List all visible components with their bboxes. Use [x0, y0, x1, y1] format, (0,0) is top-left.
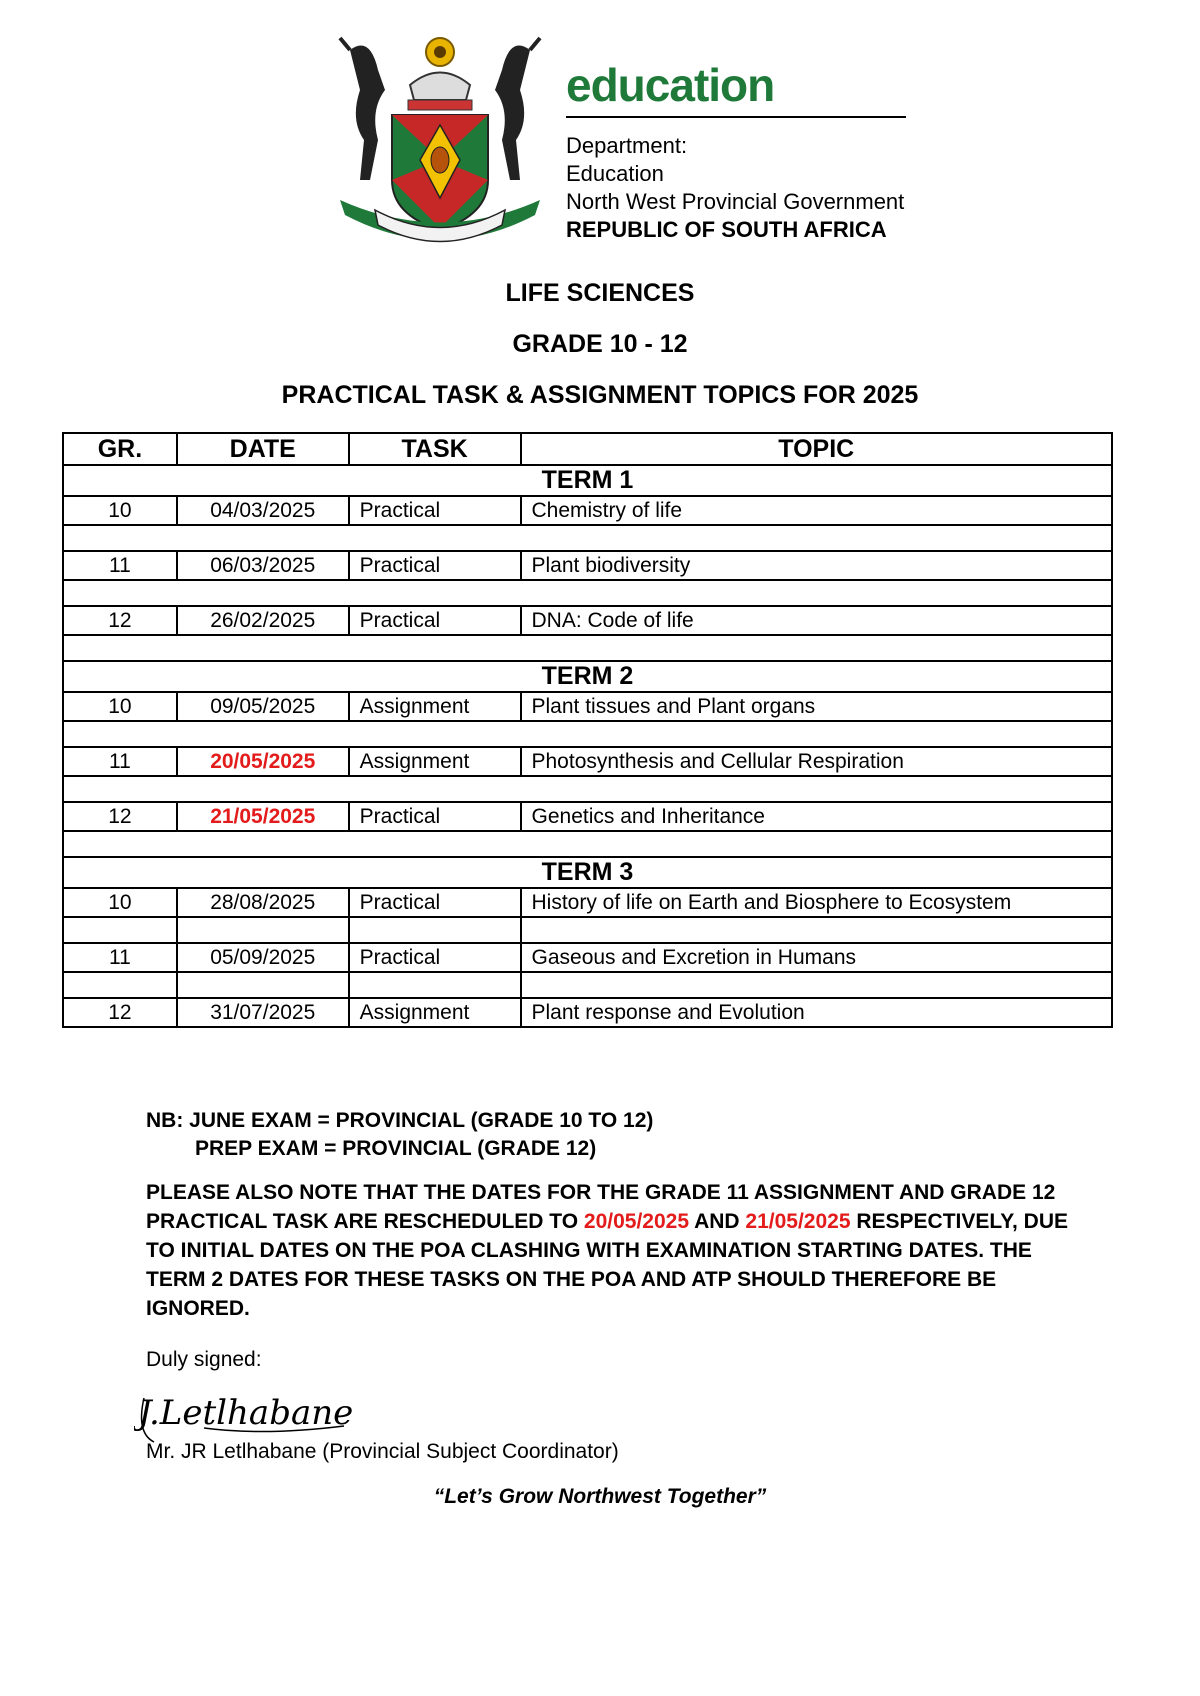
table-row [63, 692, 1112, 721]
empty-cell [349, 917, 521, 943]
col-header-date: DATE [177, 433, 349, 465]
reschedule-text-3: RESPECTIVELY, DUE TO INITIAL DATES ON THE POA CLASHING WITH EXAMINATION STARTING DATES. THE TERM 2 DATES FOR THESE TASKS ON THE POA AND ATP SHOULD THEREFORE BE IGNORED. [146, 1210, 1068, 1320]
grade-cell: 11 [63, 943, 177, 972]
spacer-row [63, 776, 1112, 802]
brand-name: education [566, 59, 775, 111]
date-cell: 28/08/2025 [177, 888, 349, 917]
grade-cell: 11 [63, 551, 177, 580]
term-label: TERM 2 [63, 661, 1112, 692]
table-row [63, 943, 1112, 972]
date-cell: 31/07/2025 [177, 998, 349, 1027]
signed-label: Duly signed: [146, 1348, 262, 1371]
table-row [63, 802, 1112, 831]
spacer-row [63, 721, 1112, 747]
brand-rule [566, 116, 906, 118]
spacer-row [63, 831, 1112, 857]
department-block [566, 58, 906, 244]
empty-cell [521, 972, 1113, 998]
task-cell: Assignment [349, 998, 521, 1027]
grade-cell: 12 [63, 802, 177, 831]
svg-text:J.Letlhabane: J.Letlhabane [138, 1393, 354, 1433]
topic-cell: Chemistry of life [521, 496, 1113, 525]
handwritten-signature [134, 1378, 374, 1448]
letterhead [330, 30, 930, 270]
empty-cell [63, 776, 1112, 802]
dept-line-4: REPUBLIC OF SOUTH AFRICA [566, 217, 887, 242]
grade-cell: 12 [63, 998, 177, 1027]
grade-cell: 12 [63, 606, 177, 635]
task-cell: Practical [349, 551, 521, 580]
table-row [63, 998, 1112, 1027]
empty-cell [177, 972, 349, 998]
empty-cell [177, 917, 349, 943]
document-titles [0, 278, 1200, 431]
col-header-topic: TOPIC [521, 433, 1113, 465]
date-cell: 06/03/2025 [177, 551, 349, 580]
term-row [63, 661, 1112, 692]
date-cell: 20/05/2025 [177, 747, 349, 776]
term-row [63, 465, 1112, 496]
exam-notes [146, 1107, 1066, 1163]
topic-cell: Genetics and Inheritance [521, 802, 1113, 831]
date-cell: 05/09/2025 [177, 943, 349, 972]
grade-range: GRADE 10 - 12 [512, 330, 688, 358]
task-cell: Practical [349, 888, 521, 917]
task-cell: Assignment [349, 692, 521, 721]
table-row [63, 496, 1112, 525]
col-header-grade: GR. [63, 433, 177, 465]
grade-cell: 11 [63, 747, 177, 776]
motto: “Let’s Grow Northwest Together” [433, 1485, 767, 1508]
table-row [63, 888, 1112, 917]
grade-cell: 10 [63, 888, 177, 917]
table-row [63, 551, 1112, 580]
term-label: TERM 1 [63, 465, 1112, 496]
reschedule-note [146, 1178, 1076, 1323]
document-heading: PRACTICAL TASK & ASSIGNMENT TOPICS FOR 2025 [281, 381, 919, 409]
empty-cell [63, 580, 1112, 606]
schedule-body [63, 465, 1112, 1027]
note-june-exam: NB: JUNE EXAM = PROVINCIAL (GRADE 10 TO 12) [146, 1109, 654, 1132]
schedule-table [62, 432, 1113, 1028]
topic-cell: Photosynthesis and Cellular Respiration [521, 747, 1113, 776]
term-label: TERM 3 [63, 857, 1112, 888]
date-cell: 21/05/2025 [177, 802, 349, 831]
task-cell: Practical [349, 943, 521, 972]
empty-cell [63, 635, 1112, 661]
table-row [63, 747, 1112, 776]
spacer-row [63, 917, 1112, 943]
date-cell: 09/05/2025 [177, 692, 349, 721]
empty-cell [349, 972, 521, 998]
grade-cell: 10 [63, 692, 177, 721]
topic-cell: History of life on Earth and Biosphere to Ecosystem [521, 888, 1113, 917]
spacer-row [63, 525, 1112, 551]
note-prep-exam: PREP EXAM = PROVINCIAL (GRADE 12) [195, 1137, 597, 1160]
term-row [63, 857, 1112, 888]
empty-cell [63, 525, 1112, 551]
topic-cell: Plant tissues and Plant organs [521, 692, 1113, 721]
dept-line-1: Department: [566, 133, 688, 158]
topic-cell: DNA: Code of life [521, 606, 1113, 635]
topic-cell: Gaseous and Excretion in Humans [521, 943, 1113, 972]
grade-cell: 10 [63, 496, 177, 525]
table-row [63, 606, 1112, 635]
dept-line-2: Education [566, 161, 664, 186]
table-header-row [63, 433, 1112, 465]
spacer-row [63, 635, 1112, 661]
empty-cell [63, 831, 1112, 857]
coat-of-arms-icon [330, 30, 550, 260]
task-cell: Assignment [349, 747, 521, 776]
spacer-row [63, 972, 1112, 998]
subject-title: LIFE SCIENCES [505, 279, 695, 307]
reschedule-date-1: 20/05/2025 [583, 1210, 690, 1233]
task-cell: Practical [349, 802, 521, 831]
signatory-name: Mr. JR Letlhabane (Provincial Subject Coordinator) [146, 1440, 619, 1463]
empty-cell [63, 917, 177, 943]
reschedule-date-2: 21/05/2025 [745, 1210, 851, 1233]
topic-cell: Plant response and Evolution [521, 998, 1113, 1027]
empty-cell [521, 917, 1113, 943]
topic-cell: Plant biodiversity [521, 551, 1113, 580]
dept-line-3: North West Provincial Government [566, 189, 905, 214]
task-cell: Practical [349, 496, 521, 525]
reschedule-text-1: PLEASE ALSO NOTE THAT THE DATES FOR THE GRADE 11 ASSIGNMENT AND GRADE 12 PRACTICAL TASK ARE RESCHEDULED TO [146, 1181, 1056, 1233]
task-cell: Practical [349, 606, 521, 635]
reschedule-text-2: AND [689, 1210, 746, 1233]
date-cell: 26/02/2025 [177, 606, 349, 635]
spacer-row [63, 580, 1112, 606]
empty-cell [63, 972, 177, 998]
date-cell: 04/03/2025 [177, 496, 349, 525]
empty-cell [63, 721, 1112, 747]
col-header-task: TASK [349, 433, 521, 465]
